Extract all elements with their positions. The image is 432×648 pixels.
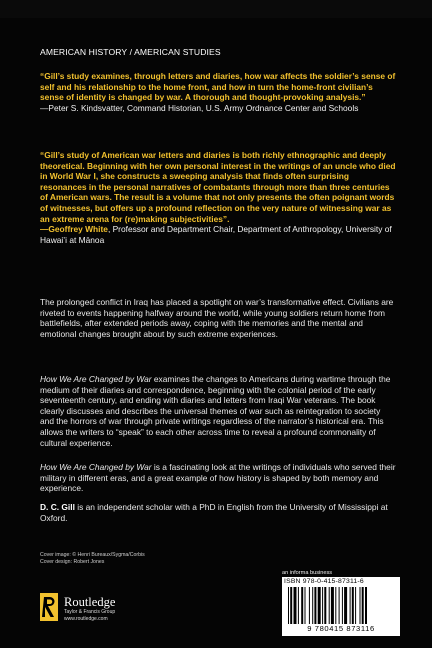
publisher-name: Routledge <box>64 595 116 609</box>
barcode-block <box>282 577 400 636</box>
author-name: D. C. Gill <box>40 502 75 512</box>
top-band <box>0 0 432 18</box>
cover-image-credit: Cover image: © Henri Bureaux/Sygma/Corbis <box>40 552 145 558</box>
author-bio: D. C. Gill is an independent scholar with a PhD in English from the University of Mississippi at Oxford. <box>40 502 388 523</box>
routledge-logo-icon <box>40 593 58 621</box>
quote-text: “Gill’s study examines, through letters and diaries, how war affects the soldier’s sense of self and his relationship to the home front, and how in turn the home-front civilian’s sense of identity is changed by war. A thorough and thought-provoking analysis.” <box>40 71 396 103</box>
publisher-url: www.routledge.com <box>64 615 108 622</box>
description-paragraph-3: How We Are Changed by War is a fascinating look at the writings of individuals who served their military in different eras, and a great example of how history is shaped by both memory and experience. <box>40 462 396 494</box>
subject-category: AMERICAN HISTORY / AMERICAN STUDIES <box>40 47 221 57</box>
attribution-name: —Geoffrey White <box>40 224 108 235</box>
publisher-block <box>64 596 115 622</box>
description-paragraph-1: The prolonged conflict in Iraq has placed a spotlight on war’s transformative effect. Civilians are riveted to events happening halfway around the world, while young soldiers return home from battlefields, after extended periods away, coping with the memories and the mental and emotional changes brought about by such extreme experiences. <box>40 297 394 339</box>
informa-tagline: an informa business <box>282 570 333 576</box>
cover-credits <box>40 552 145 566</box>
description-paragraph-2: How We Are Changed by War examines the changes to Americans during wartime through the medium of their diaries and correspondence, beginning with the colonial period of the early seventeenth century, and ending with diaries and letters from Iraqi War veterans. The book clearly discusses and describes the universal themes of war such as reintegration to society and the horrors of war through private writings regardless of the narrator’s historical era. This allows the writers to “speak” to each other across time to reveal a profound commonality of cultural experience. <box>40 374 391 448</box>
book-title: How We Are Changed by War <box>40 462 152 472</box>
publisher-group: Taylor & Francis Group <box>64 609 116 615</box>
cover-design-credit: Cover design: Robert Jones <box>40 559 105 565</box>
quote-text: “Gill’s study of American war letters and diaries is both richly ethnographic and deeply theoretical. Beginning with her own personal interest in the writings of an uncle who died in World War I, she constructs a sweeping analysis that finds often surprising resonances in the personal narratives of combatants through more than three centuries of American wars. The result is a volume that not only presents the often poignant words of witnesses, but offers up a profound reflection on the very nature of witnessing war as an extreme arena for (re)making subjectivities”. <box>40 150 396 224</box>
barcode-number: 9 780415 873116 <box>307 624 375 633</box>
book-title: How We Are Changed by War <box>40 374 152 384</box>
isbn-text: ISBN 978-0-415-87311-6 <box>284 578 364 585</box>
attribution-detail: , Professor and Department Chair, Department of Anthropology, University of Hawai’i at Mānoa <box>40 224 392 245</box>
endorsement-quote-1 <box>40 71 396 113</box>
quote-attribution: —Peter S. Kindsvatter, Command Historian, U.S. Army Ordnance Center and Schools <box>40 102 359 113</box>
quote-attribution <box>40 224 396 245</box>
barcode-icon <box>288 587 394 624</box>
endorsement-quote-2 <box>40 150 396 245</box>
